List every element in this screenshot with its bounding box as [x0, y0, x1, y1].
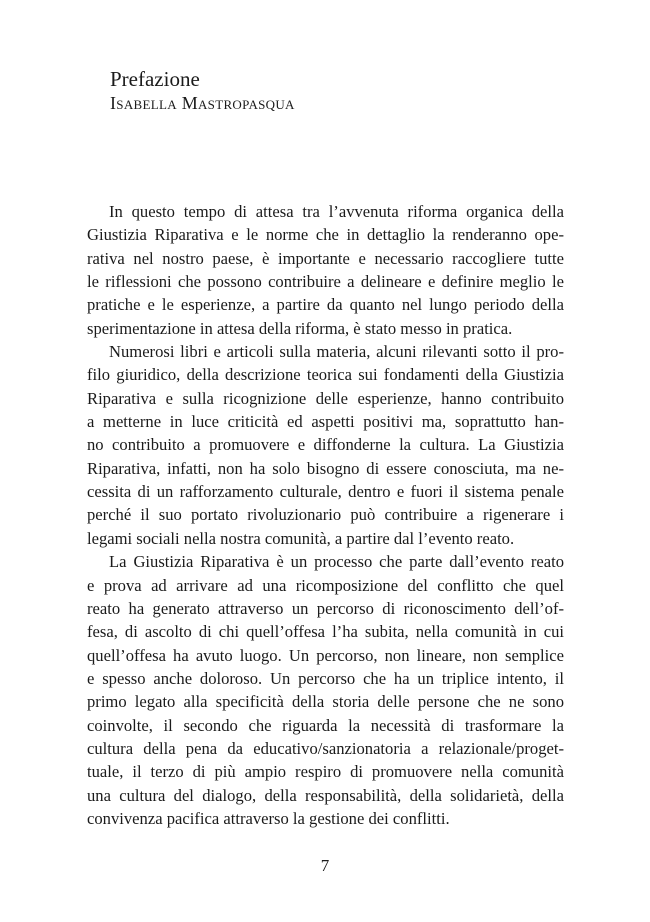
text-line: a metterne in luce criticità ed aspetti positivi ma, soprattutto han- [87, 412, 564, 432]
page-title: Prefazione [110, 67, 200, 91]
text-line: legami sociali nella nostra comunità, a partire dal l’evento reato. [87, 528, 515, 548]
text-line: primo legato alla specificità della storia delle persone che ne sono [87, 692, 564, 712]
text-line: quell’offesa ha avuto luogo. Un percorso, non lineare, non semplice [87, 645, 564, 665]
author-name: Isabella Mastropasqua [110, 93, 295, 113]
text-line: coinvolte, il secondo che riguarda la necessità di trasformare la [87, 715, 564, 735]
text-line: La Giustizia Riparativa è un processo che parte dall’evento reato [109, 552, 564, 572]
text-line: Riparativa e sulla ricognizione delle esperienze, hanno contribuito [87, 388, 564, 408]
text-line: filo giuridico, della descrizione teorica sui fondamenti della Giustizia [87, 365, 564, 385]
text-line: Numerosi libri e articoli sulla materia, alcuni rilevanti sotto il pro- [109, 342, 564, 362]
text-line: sperimentazione in attesa della riforma, è stato messo in pratica. [87, 318, 513, 338]
text-line: cessita di un rafforzamento culturale, dentro e fuori il sistema penale [87, 482, 564, 502]
text-line: Riparativa, infatti, non ha solo bisogno di essere conosciuta, ma ne- [87, 458, 564, 478]
text-line: pratiche e le esperienze, a partire da quanto nel lungo periodo della [87, 295, 564, 315]
text-line: e prova ad arrivare ad una ricomposizione del conflitto che quel [87, 575, 564, 595]
text-line: cultura della pena da educativo/sanzionatoria a relazionale/proget- [87, 738, 564, 758]
text-line: convivenza pacifica attraverso la gestione dei conflitti. [87, 808, 450, 828]
body-text [87, 200, 564, 830]
text-line: In questo tempo di attesa tra l’avvenuta riforma organica della [109, 202, 564, 221]
text-line: reato ha generato attraverso un percorso di riconoscimento dell’of- [87, 598, 564, 618]
text-line: rativa nel nostro paese, è importante e necessario raccogliere tutte [87, 248, 564, 268]
text-line: una cultura del dialogo, della responsabilità, della solidarietà, della [87, 785, 564, 805]
text-line: Giustizia Riparativa e le norme che in dettaglio la renderanno ope- [87, 225, 564, 245]
text-line: e spesso anche doloroso. Un percorso che ha un triplice intento, il [87, 668, 564, 688]
text-line: tuale, il terzo di più ampio respiro di promuovere nella comunità [87, 762, 564, 782]
text-line: fesa, di ascolto di chi quell’offesa l’ha subita, nella comunità in cui [87, 622, 564, 642]
text-line: le riflessioni che possono contribuire a delineare e definire meglio le [87, 272, 564, 292]
text-line: perché il suo portato rivoluzionario può contribuire a rigenerare i [87, 505, 564, 525]
text-line: no contribuito a promuovere e diffonderne la cultura. La Giustizia [87, 435, 564, 455]
page-number: 7 [320, 856, 330, 875]
